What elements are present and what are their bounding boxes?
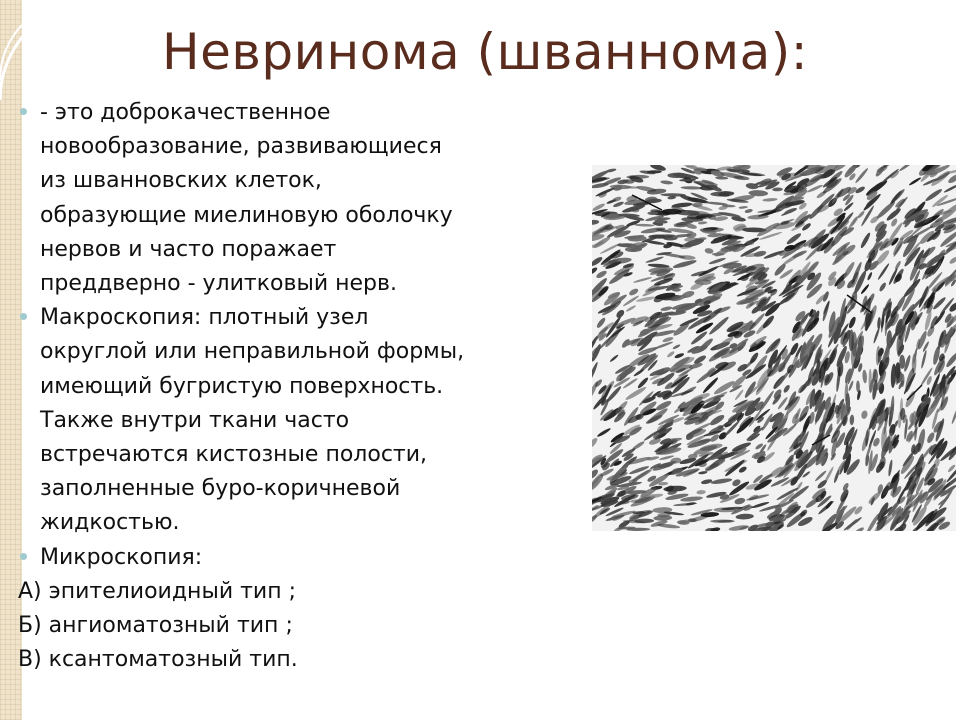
bullet-line: заполненные буро-коричневой <box>40 476 401 502</box>
bullet-line: - это доброкачественное <box>40 100 331 125</box>
bullet-dot <box>20 313 27 320</box>
bullet-line: Микроскопия: <box>40 544 203 570</box>
bullet-dot <box>20 108 27 115</box>
bullet-dot <box>20 553 27 560</box>
bullet-line: встречаются кистозные полости, <box>40 442 428 468</box>
bullet-line: Макроскопия: плотный узел <box>40 305 369 331</box>
bullet-line: Также внутри ткани часто <box>40 407 350 433</box>
bullet-line: из шванновских клеток, <box>40 168 322 194</box>
bullet-line: нервов и часто поражает <box>40 236 337 262</box>
slide-title: Невринома (шваннома): <box>162 23 809 81</box>
bullet-definition <box>18 96 598 301</box>
slide-body <box>18 96 598 677</box>
bullet-line: образующие миелиновую оболочку <box>40 202 453 228</box>
histology-micrograph-image <box>592 165 956 531</box>
bullet-macroscopy <box>18 301 598 540</box>
type-item-c: В) ксантоматозный тип. <box>18 647 298 673</box>
bullet-line: новообразование, развивающиеся <box>40 134 442 160</box>
type-item-a: А) эпителиоидный тип ; <box>18 578 297 604</box>
bullet-line: имеющий бугристую поверхность. <box>40 373 444 399</box>
bullet-line: жидкостью. <box>40 510 180 536</box>
type-item-b: Б) ангиоматозный тип ; <box>18 613 293 639</box>
bullet-line: преддверно - улитковый нерв. <box>40 271 397 297</box>
bullet-line: округлой или неправильной формы, <box>40 339 465 365</box>
bullet-microscopy <box>18 541 598 575</box>
